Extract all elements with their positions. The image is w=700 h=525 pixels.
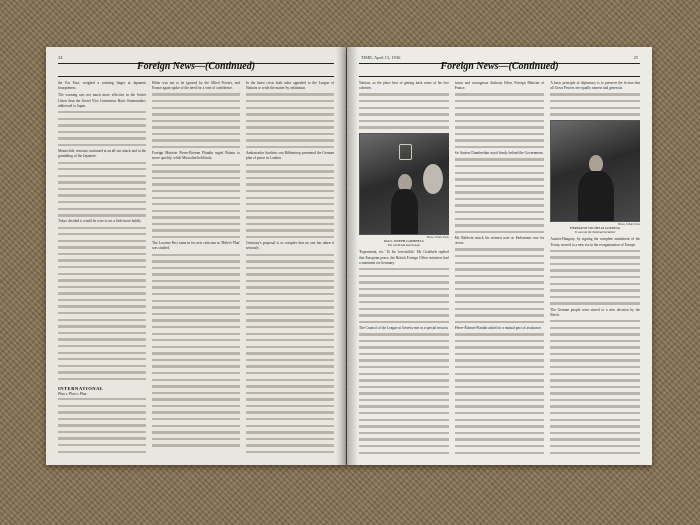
article-paragraph: The German people were stirred to a new decision by the Reich. bbox=[550, 307, 641, 317]
article-paragraph: The warning was not much more effective in the Soviet Union than the Soviet Vice Commissar Boris Stomoniakov addressed to Japan. bbox=[58, 93, 146, 108]
article-paragraph: Nations, as the place best of getting back some of his lost colonies. bbox=[359, 81, 449, 91]
left-header-rule-bottom bbox=[58, 76, 334, 77]
photo-caption: PAUL JOSEPH GOEBBELS bbox=[383, 239, 424, 244]
article-paragraph: Meanwhile, tensions continued at an all-out attack and to the grumbling of the Japanese. bbox=[58, 149, 146, 159]
photo-caption-sub: The world had had enough bbox=[387, 243, 420, 248]
article-paragraph: Ambassador Joachim von Ribbentrop presented the German plan of peace in London. bbox=[246, 151, 334, 161]
left-columns bbox=[58, 81, 334, 455]
left-column-3 bbox=[246, 81, 334, 455]
article-paragraph: Germany's proposal is so complex that no one has taken it seriously. bbox=[246, 241, 334, 251]
article-paragraph: Tokyo decided it would be wise to act a little more boldly. bbox=[58, 219, 142, 224]
right-column-3 bbox=[550, 81, 640, 455]
left-column-1 bbox=[58, 81, 146, 455]
right-columns bbox=[359, 81, 640, 455]
goering-photo bbox=[550, 120, 640, 222]
article-paragraph: The Locarno Pact came in for new criticism as 'Hitler's Plan' was studied. bbox=[152, 241, 240, 251]
article-paragraph: Mr. Baldwin struck his sternest note as Parliament rose for recess. bbox=[454, 235, 545, 246]
photo-credit: Photo, Schall, Paris bbox=[618, 223, 641, 227]
article-paragraph: In the latest crisis both sides appealed to the League of Nations to settle the matter by arbitration. bbox=[246, 81, 334, 91]
section-subhead: INTERNATIONAL bbox=[58, 386, 104, 391]
goebbels-photo bbox=[359, 133, 449, 235]
magazine-spread bbox=[46, 47, 652, 467]
article-paragraph: The Council of the League at Geneva met in a special session. bbox=[359, 325, 449, 330]
right-header-rule-bottom bbox=[359, 76, 640, 77]
section-subline: Plan v. Plan v. Plan bbox=[58, 392, 87, 396]
article-paragraph: Foreign Minister Pierre-Étienne Flandin urged Britain to move quickly, while Mussolini held back. bbox=[152, 151, 240, 161]
right-section-title: Foreign News—(Continued) bbox=[440, 61, 559, 72]
right-running-head: TIME, April 13, 1936 bbox=[361, 55, 401, 60]
article-paragraph: Hitler was not to be ignored by the Allied Powers, and France again spoke of the need for a vote of confidence. bbox=[152, 81, 240, 91]
left-section-title: Foreign News—(Continued) bbox=[136, 61, 256, 72]
right-page-number: 25 bbox=[633, 55, 638, 60]
left-column-2 bbox=[152, 81, 240, 455]
left-page bbox=[46, 47, 346, 465]
left-page-number: 24 bbox=[58, 55, 63, 60]
photo-caption-sub: 'It was not the National Socialists' bbox=[574, 230, 616, 235]
article-paragraph: Pierre-Étienne Flandin asked for a mutual pact of assistance. bbox=[454, 325, 542, 330]
photo-credit: Photo, Schall, Paris bbox=[426, 236, 449, 240]
article-paragraph: 'Experiment, etc.' To his 'irresistible,' Mr. Goebbels replied that European peace, the British Foreign Office ministers had a statement on Germany. bbox=[359, 250, 449, 265]
right-page bbox=[347, 47, 652, 465]
article-paragraph: the Far East, weighed a warning finger at Japanese brusqueness. bbox=[58, 81, 146, 91]
right-column-2 bbox=[455, 81, 545, 455]
photo-caption: HERMANN WILHELM GOERING bbox=[570, 226, 621, 231]
right-column-1 bbox=[359, 81, 449, 455]
article-paragraph: Austria-Hungary, by signing the complete annulment of the Treaty, moved to a new era in the reorganization of Europe. bbox=[550, 237, 641, 247]
article-paragraph: house and courageous Anthony Eden, Foreign Minister of France. bbox=[454, 81, 545, 91]
article-paragraph: A basic principle of diplomacy is to preserve the fiction that all Great Powers are equally earnest and generous. bbox=[550, 81, 641, 91]
article-paragraph: Sir Austen Chamberlain stood firmly behind the Government. bbox=[454, 151, 544, 156]
